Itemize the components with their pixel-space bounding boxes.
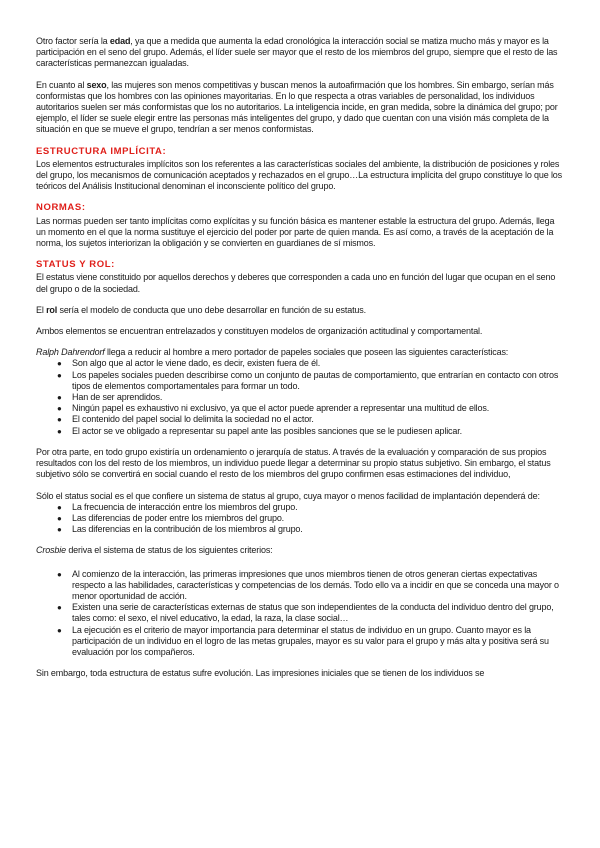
list-item (57, 624, 564, 659)
list-item (57, 414, 564, 425)
bullet-icon: ● (57, 393, 62, 403)
list-item-text: Existen una serie de características externas de status que son independientes de la conducta del individuo dentro del grupo, tales como: el sexo, el nivel educativo, la edad, la raza, la clase social… (72, 602, 554, 624)
text: deriva el sistema de status de los siguientes criterios: (65, 545, 273, 556)
text: , ya que a medida que aumenta la edad cronológica la interacción social se matiza mucho más y mayor es la participación en el seno del grupo. Además, el líder suele ser mayor que el resto de los miembros del grupo, siempre que el resto de las características permanezcan igualadas. (36, 36, 558, 69)
paragraph-status-social: Sólo el status social es el que confiere un sistema de status al grupo, cuya mayor o menos facilidad de implantación dependerá de: (36, 490, 540, 501)
paragraph-normas: Las normas pueden ser tanto implícitas como explícitas y su función básica es mantener estable la estructura del grupo. Además, llega un momento en el que la norma sustituye el ejercicio del poder por parte de quien manda. Es así como, a través de la aceptación de la norma, los sujetos interiorizan la obligación y se convierten en guardianes de sí mismos. (36, 215, 555, 249)
bullet-icon: ● (57, 513, 62, 523)
list-item-text: Han de ser aprendidos. (72, 392, 163, 403)
list-item (57, 512, 564, 524)
bold-term: sexo (86, 79, 107, 90)
heading-normas (36, 202, 564, 213)
paragraph-crosbie (36, 545, 564, 556)
heading-colon: : (162, 145, 167, 157)
list-item (57, 501, 564, 513)
paragraph-dahrendorf (36, 347, 564, 358)
paragraph-estructura: Los elementos estructurales implícitos son los referentes a las características sociales del ambiente, la distribución de posiciones y roles del grupo, los mecanismos de comunicación aceptados y rechazados en el grupo…La estructura implícita del grupo constituye lo que los teóricos del Análisis Institucional denominan el inconsciente político del grupo. (36, 158, 563, 192)
paragraph-edad (36, 36, 564, 70)
bold-term: edad (109, 36, 131, 46)
list-item (57, 425, 564, 437)
list-item-text: Ningún papel es exhaustivo ni exclusivo, ya que el actor puede aprender a representar una multitud de ellos. (72, 403, 490, 414)
text: El (36, 304, 47, 315)
list-item (57, 524, 564, 535)
author-name: Crosbie (36, 545, 66, 556)
bullet-icon: ● (57, 404, 62, 414)
heading-text: ESTRUCTURA IMPLÍCITA (36, 145, 163, 157)
paragraph-rol (36, 305, 564, 316)
list-item-text: Los papeles sociales pueden describirse como un conjunto de pautas de comportamiento, que entrarían en contacto con otros tipos de elementos comportamentales para formar un todo. (72, 369, 559, 391)
bullet-icon: ● (57, 569, 62, 579)
text: , las mujeres son menos competitivas y buscan menos la autoafirmación que los hombres. Sin embargo, serían más conformistas que los hombres con las opiniones mayoritarias. En lo que respecta a otras variables de personalidad, los individuos autoritarios suelen ser más conformistas que los no autoritarios. La inteligencia incide, en gran medida, sobre la dinámica del grupo; por ejemplo, el líder se suele elegir entre las personas más inteligentes del grupo, y dado que cuentan con una visión más completa de la situación en que se mueve el grupo, tendrían a ser menos conformistas. (36, 79, 558, 135)
paragraph-ambos: Ambos elementos se encuentran entrelazados y constituyen modelos de organización actitudinal y comportamental. (36, 326, 483, 337)
bullet-icon: ● (57, 426, 62, 436)
list-item (57, 403, 564, 414)
list-item-text: El actor se ve obligado a representar su papel ante las posibles sanciones que se le pudiesen aplicar. (72, 425, 462, 436)
heading-text: NORMAS (36, 202, 82, 214)
list-item (57, 602, 564, 624)
bullet-icon: ● (57, 525, 62, 535)
list-item (57, 358, 564, 369)
list-item-text: El contenido del papel social lo delimita la sociedad no el actor. (72, 414, 314, 425)
list-item-text: Son algo que al actor le viene dado, es decir, existen fuera de él. (72, 358, 321, 369)
list-item-text: Las diferencias en la contribución de los miembros al grupo. (72, 524, 303, 535)
paragraph-jerarquia: Por otra parte, en todo grupo existiría un ordenamiento o jerarquía de status. A través de la evaluación y comparación de sus propios resultados con los del resto de los miembros, un individuo puede llegar a determinar su propio status subjetivo. Sin embargo, el status subjetivo sólo se convertirá en social cuando el resto de los miembros del grupo confirmen esas estimaciones del individuo, (36, 446, 551, 480)
heading-estructura-implicita (36, 146, 564, 157)
bullet-icon: ● (57, 625, 62, 635)
text: sería el modelo de conducta que uno debe desarrollar en función de su estatus. (57, 304, 366, 315)
bullet-icon: ● (57, 502, 62, 512)
list-item (57, 568, 564, 603)
heading-text: STATUS Y ROL (36, 259, 112, 271)
bullet-icon: ● (57, 603, 62, 613)
list-item (57, 369, 564, 392)
bullet-icon: ● (57, 415, 62, 425)
paragraph-evolucion: Sin embargo, toda estructura de estatus sufre evolución. Las impresiones iniciales que se tienen de los individuos se (36, 668, 485, 679)
list-crosbie (36, 569, 564, 659)
bold-term: rol (46, 304, 58, 315)
heading-status-rol (36, 259, 564, 270)
heading-colon: : (81, 202, 86, 214)
list-item-text: Al comienzo de la interacción, las primeras impresiones que unos miembros tienen de otros generan ciertas expectativas respecto a las habilidades, características y competencias de los demás. Todo ello va a incidir en que se conceda una mayor o menor oportunidad de acción. (72, 568, 559, 601)
text: Otro factor sería la (36, 36, 110, 46)
list-item-text: Las diferencias de poder entre los miembros del grupo. (72, 512, 285, 523)
list-item-text: La ejecución es el criterio de mayor importancia para determinar el status de individuo en un grupo. Cuanto mayor es la participación de un individuo en el logro de las metas grupales, mayor es su valor para el grupo y más alta y positiva será su evaluación por los compañeros. (72, 624, 549, 657)
text: llega a reducir al hombre a mero portador de papeles sociales que poseen las siguientes características: (104, 347, 509, 358)
bullet-icon: ● (57, 359, 62, 369)
paragraph-sexo (36, 80, 564, 136)
list-implantacion (36, 502, 564, 536)
bullet-icon: ● (57, 370, 62, 380)
list-dahrendorf (36, 358, 564, 436)
author-name: Ralph Dahrendorf (36, 347, 105, 358)
heading-colon: : (111, 259, 115, 271)
paragraph-estatus: El estatus viene constituido por aquellos derechos y deberes que corresponden a cada uno en función del lugar que ocupan en el seno del grupo o de la sociedad. (36, 272, 556, 294)
list-item (57, 392, 564, 403)
text: En cuanto al (36, 79, 87, 90)
list-item-text: La frecuencia de interacción entre los miembros del grupo. (72, 501, 298, 512)
